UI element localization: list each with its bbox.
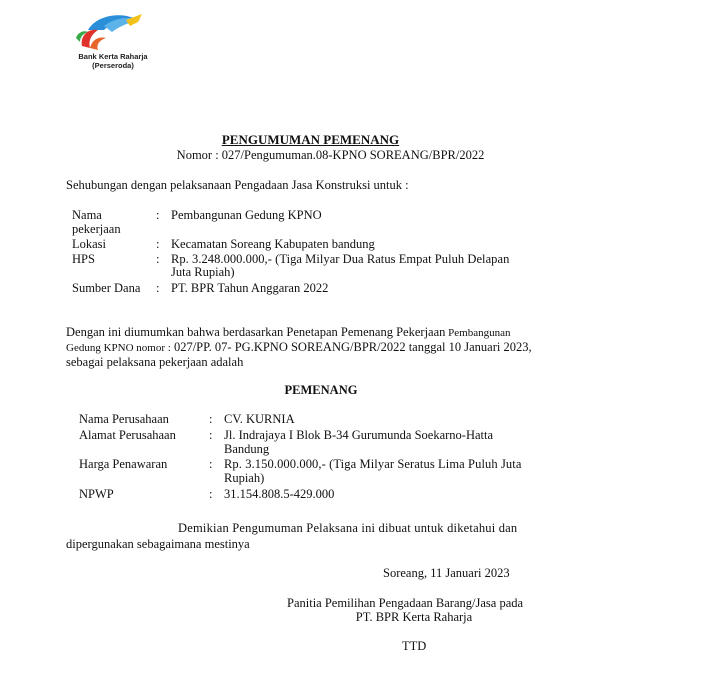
price-label: Harga Penawaran [79, 457, 168, 471]
hps-label: HPS [72, 252, 95, 266]
colon: : [156, 208, 160, 222]
fund-source-label: Sumber Dana [72, 281, 141, 295]
committee-line-1: Panitia Pemilihan Pengadaan Barang/Jasa pada [287, 596, 524, 610]
bird-logo-icon [68, 8, 158, 52]
location-value: Kecamatan Soreang Kabupaten bandung [171, 237, 375, 251]
logo-line-1: Bank Kerta Raharja [78, 52, 148, 61]
project-name-label-2: pekerjaan [72, 222, 121, 236]
announcement-text-small: Pembangunan [445, 327, 511, 339]
winner-heading: PEMENANG [284, 383, 358, 397]
colon: : [209, 457, 213, 471]
company-label: Nama Perusahaan [79, 412, 169, 426]
fund-source-value: PT. BPR Tahun Anggaran 2022 [171, 281, 329, 295]
place-date: Soreang, 11 Januari 2023 [383, 566, 510, 580]
page-title: PENGUMUMAN PEMENANG [221, 132, 400, 147]
address-value-2: Bandung [224, 442, 270, 456]
address-value: Jl. Indrajaya I Blok B-34 Gurumunda Soekarno-Hatta [224, 428, 494, 442]
colon: : [156, 237, 160, 251]
npwp-value: 31.154.808.5-429.000 [224, 487, 335, 501]
address-label: Alamat Perusahaan [79, 428, 176, 442]
announcement-line-2 [66, 340, 532, 356]
project-name-label: Nama [72, 208, 102, 222]
logo-line-2: (Perseroda) [92, 61, 134, 70]
colon: : [209, 487, 213, 501]
price-value-2: Rupiah) [224, 471, 265, 485]
company-value: CV. KURNIA [224, 412, 295, 426]
announcement-text-small: Gedung KPNO nomor : [66, 342, 171, 354]
signature-ttd: TTD [402, 639, 427, 653]
project-name-value: Pembangunan Gedung KPNO [171, 208, 322, 222]
bank-logo [68, 8, 158, 70]
hps-value-2: Juta Rupiah) [171, 265, 235, 279]
announcement-text: Dengan ini diumumkan bahwa berdasarkan Penetapan Pemenang Pekerjaan [66, 325, 446, 339]
closing-line-1: Demikian Pengumuman Pelaksana ini dibuat untuk diketahui dan [178, 521, 518, 535]
announcement-line-3: sebagai pelaksana pekerjaan adalah [66, 355, 244, 369]
hps-value: Rp. 3.248.000.000,- (Tiga Milyar Dua Ratus Empat Puluh Delapan [171, 252, 510, 266]
location-label: Lokasi [72, 237, 107, 251]
intro-text: Sehubungan dengan pelaksanaan Pengadaan Jasa Konstruksi untuk : [66, 178, 409, 192]
announcement-line-1 [66, 325, 510, 341]
committee-line-2: PT. BPR Kerta Raharja [355, 610, 473, 624]
decree-number: 027/PP. 07- PG.KPNO SOREANG/BPR/2022 tanggal 10 Januari 2023, [170, 340, 532, 354]
colon: : [156, 281, 160, 295]
closing-line-2: dipergunakan sebagaimana mestinya [66, 537, 250, 551]
price-value: Rp. 3.150.000.000,- (Tiga Milyar Seratus Lima Puluh Juta [224, 457, 522, 471]
colon: : [209, 412, 213, 426]
colon: : [156, 252, 160, 266]
colon: : [209, 428, 213, 442]
document-number: Nomor : 027/Pengumuman.08-KPNO SOREANG/BPR/2022 [176, 148, 485, 162]
npwp-label: NPWP [79, 487, 114, 501]
